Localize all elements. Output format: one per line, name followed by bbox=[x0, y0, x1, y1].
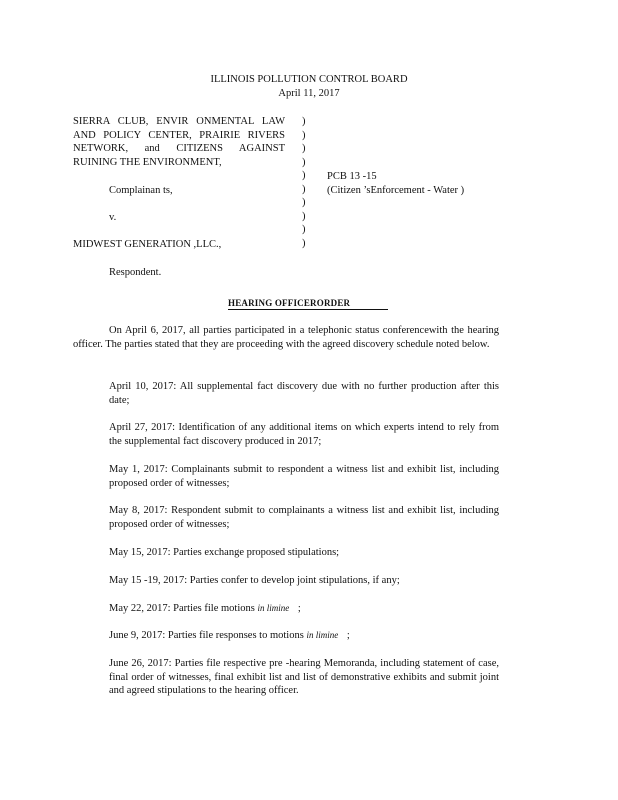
versus-label: v. bbox=[109, 212, 117, 223]
respondent-label: Respondent. bbox=[109, 267, 162, 278]
caption-paren: ) bbox=[302, 129, 306, 141]
case-type: (Citizen ’sEnforcement - Water ) bbox=[327, 185, 465, 196]
schedule-item-tail: ; bbox=[297, 603, 301, 614]
order-title: HEARING OFFICERORDER bbox=[228, 298, 351, 308]
schedule-item: May 15, 2017: Parties exchange proposed stipulations; bbox=[109, 547, 340, 558]
schedule-item bbox=[109, 602, 499, 616]
schedule-item-text: May 22, 2017: Parties file motions bbox=[109, 603, 255, 614]
caption-paren: ) bbox=[302, 183, 306, 195]
schedule-item: May 8, 2017: Respondent submit to complainants a witness list and exhibit list, including proposed order of witnesses; bbox=[109, 505, 499, 530]
respondent-name: MIDWEST GENERATION ,LLC., bbox=[73, 239, 222, 250]
schedule-item: April 10, 2017: All supplemental fact discovery due with no further production after this date; bbox=[109, 381, 499, 406]
caption-paren: ) bbox=[302, 143, 306, 154]
schedule-item: June 26, 2017: Parties file respective pre -hearing Memoranda, including statement of case, final order of witnesses, final exhibit list and list of demonstrative exhibits and submit joint and agreed stipulations to the hearing officer. bbox=[109, 658, 499, 696]
complainant-line: RUINING THE ENVIRONMENT, bbox=[73, 156, 222, 168]
schedule-item: May 15 -19, 2017: Parties confer to develop joint stipulations, if any; bbox=[109, 575, 400, 586]
caption-paren: ) bbox=[302, 237, 306, 249]
schedule-item: May 1, 2017: Complainants submit to respondent a witness list and exhibit list, including proposed order of witnesses; bbox=[109, 464, 499, 489]
complainants-label: Complainan ts, bbox=[109, 185, 173, 196]
intro-paragraph: On April 6, 2017, all parties participated in a telephonic status conferencewith the hearing officer. The parties stated that they are proceeding with the agreed discovery schedule noted below. bbox=[73, 325, 499, 350]
complainant-line: SIERRA CLUB, ENVIR ONMENTAL LAW bbox=[73, 116, 285, 127]
caption-paren: ) bbox=[302, 210, 306, 222]
case-number: PCB 13 -15 bbox=[327, 171, 377, 182]
schedule-item: April 27, 2017: Identification of any additional items on which experts intend to rely from the supplemental fact discovery produced in 2017; bbox=[109, 422, 499, 447]
header-date: April 11, 2017 bbox=[278, 88, 340, 99]
complainants-names bbox=[73, 115, 285, 169]
board-name: ILLINOIS POLLUTION CONTROL BOARD bbox=[210, 74, 408, 85]
complainant-line: AND POLICY CENTER, PRAIRIE RIVERS bbox=[73, 129, 285, 141]
in-limine-term: in limine bbox=[257, 603, 290, 613]
complainant-line: NETWORK, and CITIZENS AGAINST bbox=[73, 143, 285, 154]
order-title-underline bbox=[228, 297, 388, 310]
caption-paren: ) bbox=[302, 156, 306, 168]
schedule-item-tail: ; bbox=[346, 630, 350, 641]
caption-paren: ) bbox=[302, 116, 306, 127]
schedule-item-text: June 9, 2017: Parties file responses to motions bbox=[109, 630, 304, 641]
in-limine-term: in limine bbox=[306, 630, 339, 640]
caption-paren: ) bbox=[302, 170, 306, 181]
schedule-item bbox=[109, 629, 499, 643]
caption-parens bbox=[302, 115, 306, 250]
caption-paren: ) bbox=[302, 197, 306, 208]
caption-paren: ) bbox=[302, 224, 306, 235]
